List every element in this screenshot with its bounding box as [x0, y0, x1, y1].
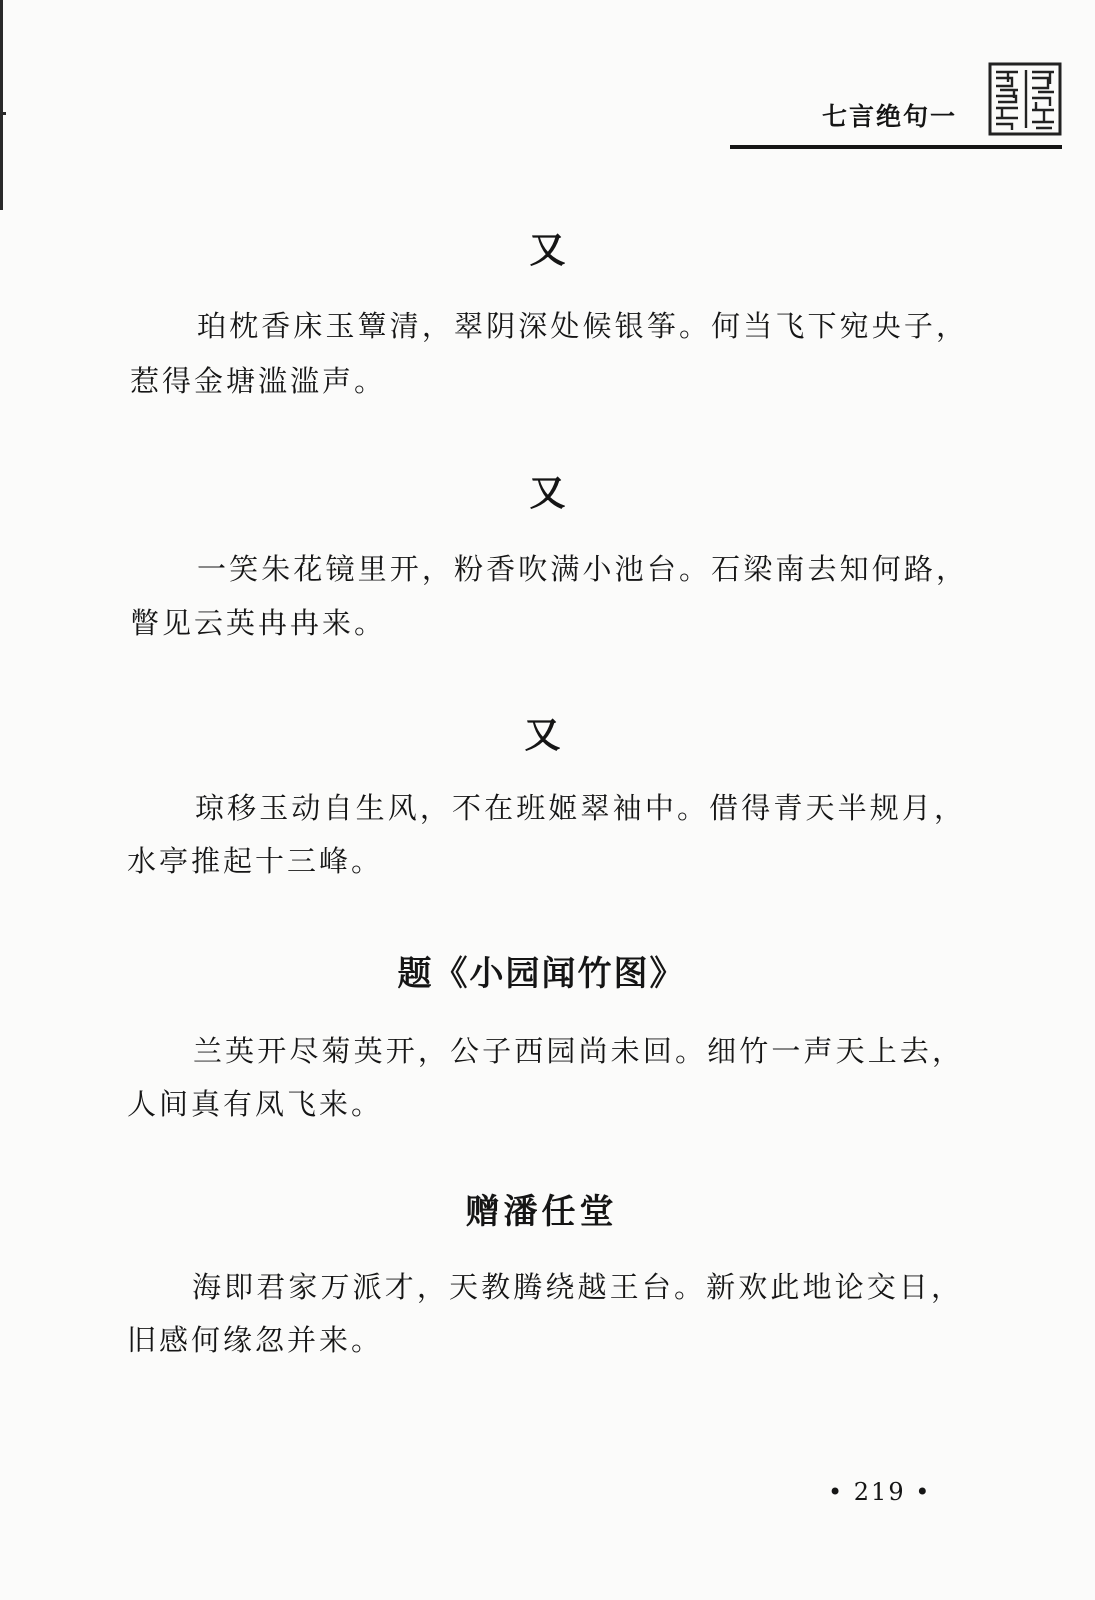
running-header-title: 七言绝句一	[822, 102, 958, 131]
poem-title: 题《小园闻竹图》	[397, 954, 686, 994]
seal-stamp	[988, 62, 1062, 136]
header-rule	[730, 145, 1062, 149]
poem-line: 旧感何缘忽并来。	[127, 1323, 384, 1357]
poem-line: 海即君家万派才，天教腾绕越王台。新欢此地论交日，	[192, 1270, 960, 1304]
scan-edge-mark	[0, 0, 3, 210]
poem-line: 兰英开尽菊英开，公子西园尚未回。细竹一声天上去，	[193, 1034, 961, 1068]
poem-line: 水亭推起十三峰。	[127, 844, 384, 878]
poem-line: 一笑朱花镜里开，粉香吹满小池台。石梁南去知何路，	[197, 552, 965, 586]
poem-line: 人间真有凤飞来。	[127, 1087, 384, 1121]
poem-line: 珀枕香床玉簟清，翠阴深处候银筝。何当飞下宛央子，	[197, 309, 965, 343]
poem-line: 惹得金塘滥滥声。	[130, 364, 387, 398]
poem-title: 赠潘任堂	[465, 1192, 618, 1232]
poem-title: 又	[529, 472, 566, 514]
poem-line: 瞥见云英冉冉来。	[130, 606, 387, 640]
page-number: • 219 •	[828, 1478, 932, 1506]
poem-line: 琼移玉动自生风，不在班姬翠袖中。借得青天半规月，	[195, 791, 963, 825]
poem-title: 又	[524, 714, 561, 756]
poem-title: 又	[529, 229, 566, 271]
